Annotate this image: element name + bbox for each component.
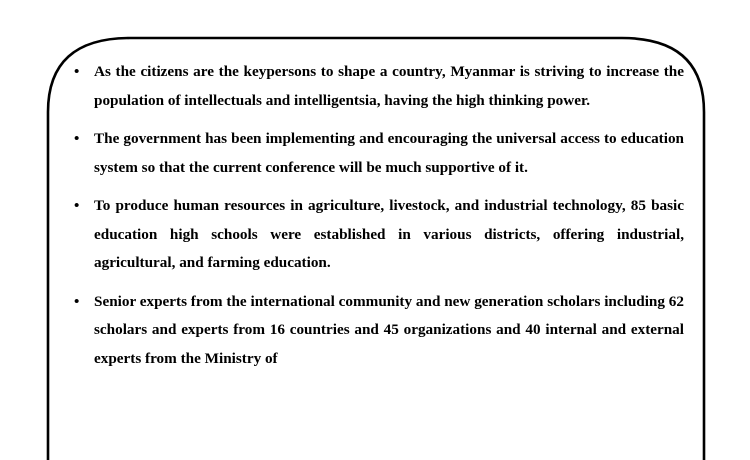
bullet-icon: •	[74, 197, 80, 214]
bullet-item	[62, 192, 684, 278]
bullet-text: Senior experts from the international community and new generation scholars including 62 scholars and experts from 16 countries and 45 organizations and 40 internal and external experts from the Ministry of	[94, 292, 684, 367]
bullet-list	[62, 58, 684, 373]
bullet-text: The government has been implementing and encouraging the universal access to education system so that the current conference will be much supportive of it.	[94, 130, 684, 176]
bullet-icon: •	[74, 130, 80, 147]
slide-content	[62, 58, 684, 383]
bullet-icon: •	[74, 63, 80, 80]
bullet-icon: •	[74, 292, 80, 310]
bullet-item	[62, 58, 684, 115]
bullet-item	[62, 125, 684, 182]
bullet-item	[62, 288, 684, 374]
bullet-text: To produce human resources in agriculture, livestock, and industrial technology, 85 basic education high schools were established in various districts, offering industrial, agricultural, and farming education.	[94, 197, 684, 271]
bullet-text: As the citizens are the keypersons to shape a country, Myanmar is striving to increase the population of intellectuals and intelligentsia, having the high thinking power.	[94, 63, 684, 109]
